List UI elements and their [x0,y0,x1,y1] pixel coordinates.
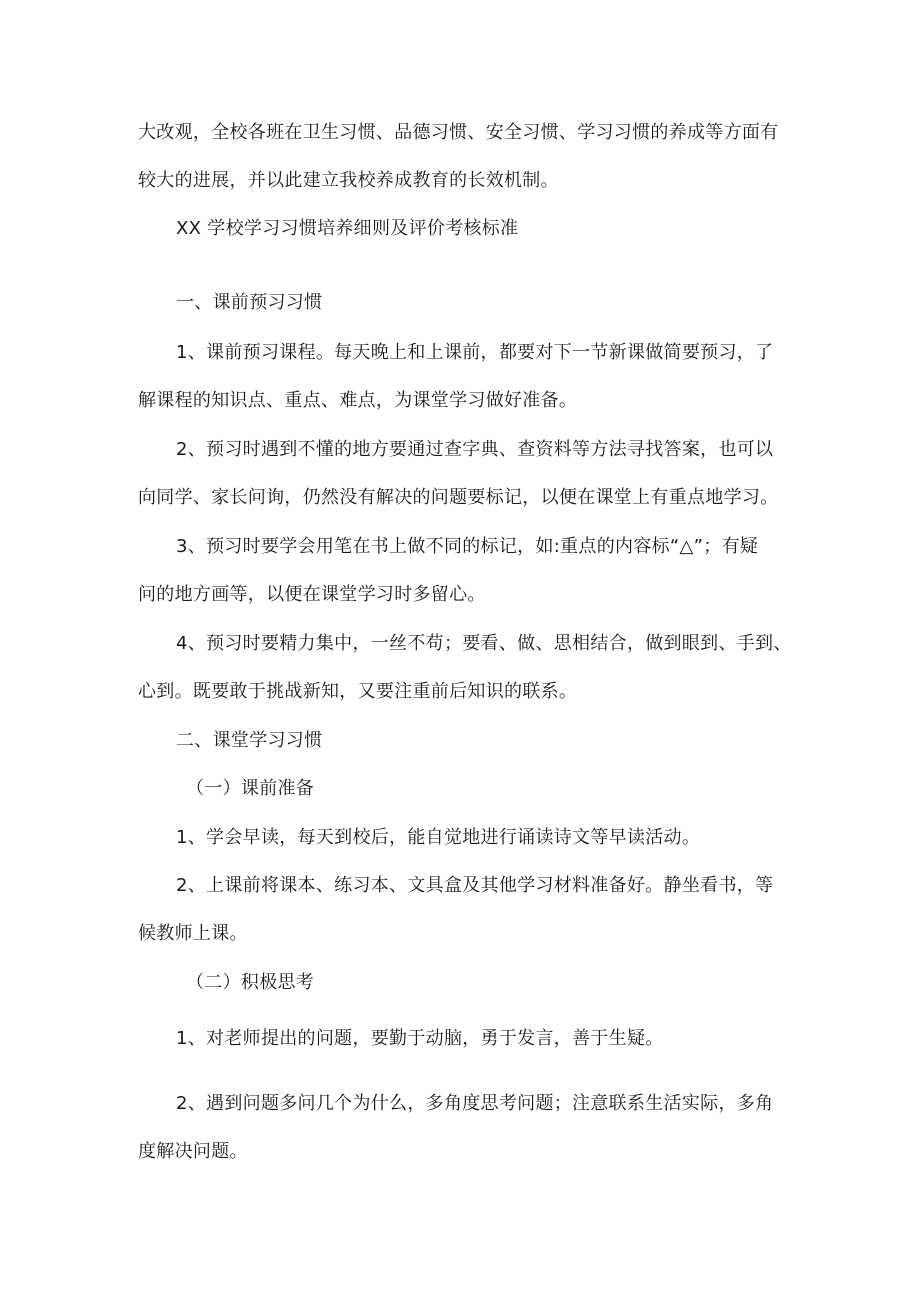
subsection-heading: （二）积极思考 [186,972,315,993]
paragraph-line: 1、对老师提出的问题，要勤于动脑，勇于发言，善于生疑。 [176,1028,664,1049]
paragraph-line: 3、预习时要学会用笔在书上做不同的标记，如:重点的内容标“△”；有疑 [176,536,759,557]
paragraph-line: 1、课前预习课程。每天晚上和上课前，都要对下一节新课做简要预习，了 [176,342,774,363]
document-title: XX 学校学习习惯培养细则及评价考核标准 [176,218,519,239]
section-heading: 二、课堂学习习惯 [176,730,323,751]
paragraph-line: 大改观，全校各班在卫生习惯、品德习惯、安全习惯、学习习惯的养成等方面有 [138,122,779,143]
paragraph-line: 1、学会早读，每天到校后，能自觉地进行诵读诗文等早读活动。 [176,827,701,848]
paragraph-line: 2、上课前将课本、练习本、文具盒及其他学习材料准备好。静坐看书，等 [176,875,774,896]
section-heading: 一、课前预习习惯 [176,292,323,313]
paragraph-line: 度解决问题。 [138,1141,248,1162]
paragraph-line: 2、遇到问题多问几个为什么，多角度思考问题；注意联系生活实际，多角 [176,1093,774,1114]
paragraph-line: 2、预习时遇到不懂的地方要通过查字典、查资料等方法寻找答案，也可以 [176,439,774,460]
paragraph-line: 4、预习时要精力集中，一丝不苟；要看、做、思相结合，做到眼到、手到、 [176,633,792,654]
paragraph-line: 解课程的知识点、重点、难点，为课堂学习做好准备。 [138,390,578,411]
subsection-heading: （一）课前准备 [186,778,315,799]
paragraph-line: 向同学、家长问询，仍然没有解决的问题要标记，以便在课堂上有重点地学习。 [138,487,779,508]
paragraph-line: 心到。既要敢于挑战新知，又要注重前后知识的联系。 [138,681,578,702]
paragraph-line: 较大的进展，并以此建立我校养成教育的长效机制。 [138,170,559,191]
paragraph-line: 问的地方画等，以便在课堂学习时多留心。 [138,584,486,605]
paragraph-line: 候教师上课。 [138,923,248,944]
